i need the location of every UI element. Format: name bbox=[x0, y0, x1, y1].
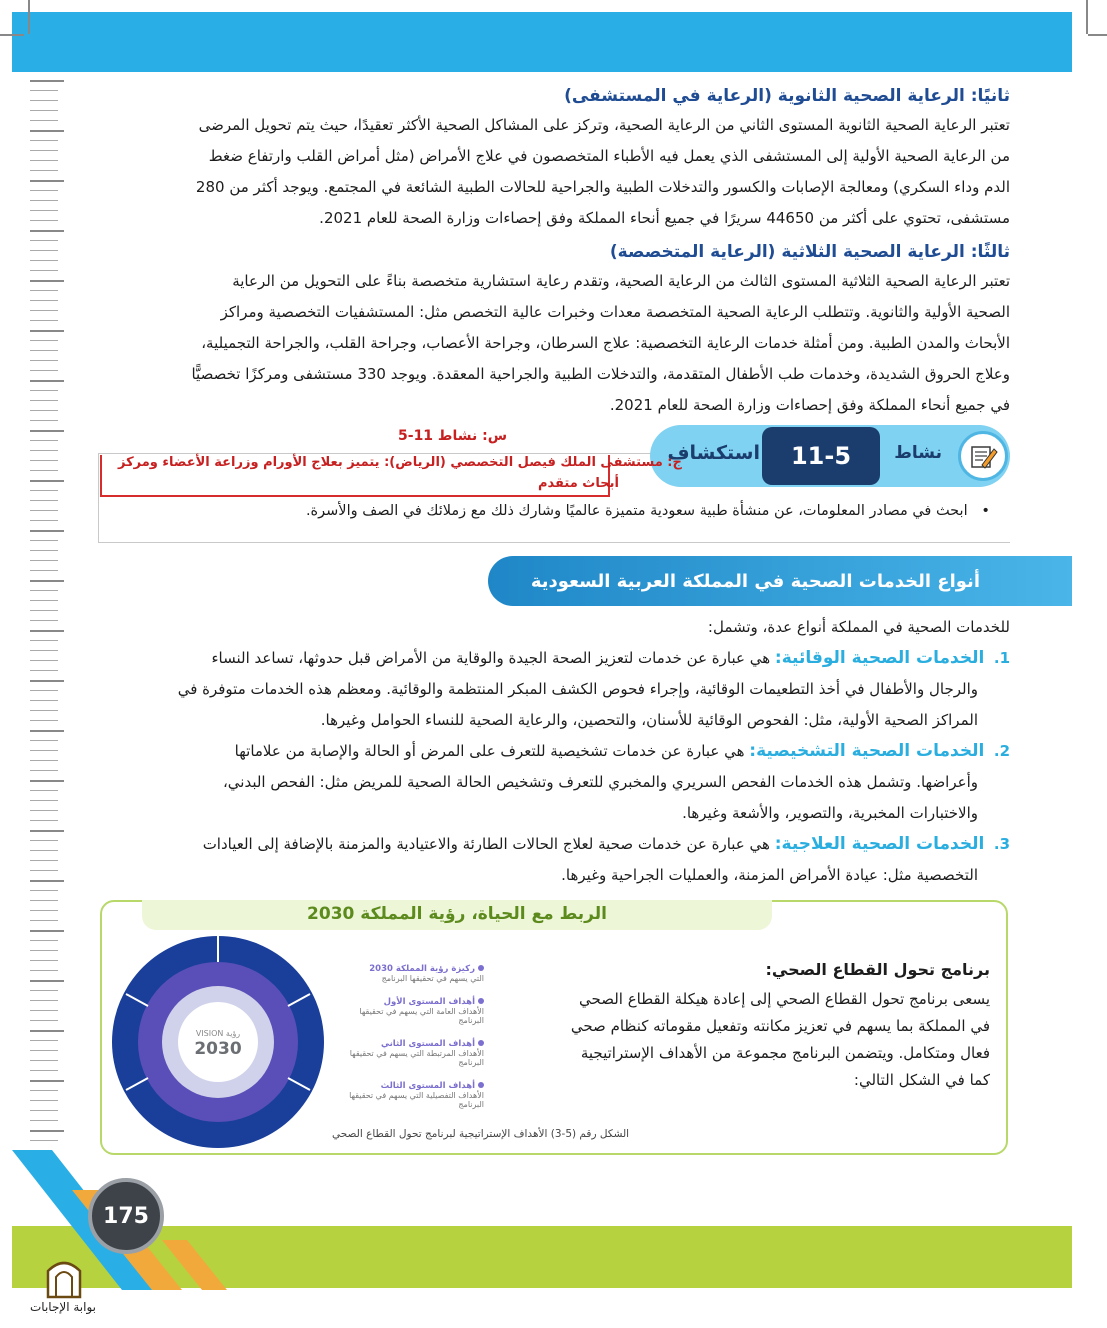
answer-text: أبحاث متقدم bbox=[538, 476, 619, 491]
ruler-tick bbox=[30, 560, 58, 561]
ruler-tick bbox=[30, 130, 64, 132]
ruler-tick bbox=[30, 570, 58, 571]
activity-header bbox=[650, 425, 1010, 487]
crop-mark bbox=[1086, 0, 1088, 34]
ruler-tick bbox=[30, 1060, 58, 1061]
ruler-tick bbox=[30, 1040, 58, 1041]
ruler-tick bbox=[30, 520, 58, 521]
ruler-tick bbox=[30, 840, 58, 841]
ruler-tick bbox=[30, 790, 58, 791]
bullet-icon: • bbox=[967, 503, 990, 519]
vision-title: الربط مع الحياة، رؤية المملكة 2030 bbox=[142, 900, 772, 930]
ruler-tick bbox=[30, 600, 58, 601]
ruler-tick bbox=[30, 1010, 58, 1011]
ruler-tick bbox=[30, 510, 58, 511]
ruler-tick bbox=[30, 360, 58, 361]
legend-item: أهداف المستوى الأول الأهداف العامة التي يسهم في تحقيقها البرنامج bbox=[359, 997, 484, 1025]
ruler-tick bbox=[30, 990, 58, 991]
ruler-tick bbox=[30, 590, 58, 591]
top-color-band bbox=[12, 12, 1072, 72]
gate-logo-icon bbox=[44, 1255, 84, 1299]
ruler-tick bbox=[30, 1020, 58, 1021]
ruler-tick bbox=[30, 1090, 58, 1091]
ruler-tick bbox=[30, 200, 58, 201]
ruler-tick bbox=[30, 630, 64, 632]
program-heading: برنامج تحول القطاع الصحي: bbox=[765, 960, 990, 979]
ruler-tick bbox=[30, 400, 58, 401]
ruler-tick bbox=[30, 470, 58, 471]
ruler-tick bbox=[30, 1120, 58, 1121]
ruler-tick bbox=[30, 230, 64, 232]
section-heading: ثانيًا: الرعاية الصحية الثانوية (الرعاية في المستشفى) bbox=[564, 86, 1010, 106]
ruler-tick bbox=[30, 540, 58, 541]
ruler-tick bbox=[30, 390, 58, 391]
vision-wheel-diagram bbox=[108, 932, 328, 1152]
ruler-tick bbox=[30, 1050, 58, 1051]
section-banner: أنواع الخدمات الصحية في المملكة العربية السعودية bbox=[488, 556, 1072, 606]
ruler-tick bbox=[30, 550, 58, 551]
ruler-tick bbox=[30, 870, 58, 871]
ruler-tick bbox=[30, 440, 58, 441]
ruler-tick bbox=[30, 380, 64, 382]
legend-item: ركيزة رؤية المملكة 2030 التي يسهم في تحقيقها البرنامج bbox=[369, 964, 484, 983]
ruler-tick bbox=[30, 480, 64, 482]
ruler-tick bbox=[30, 880, 64, 882]
ruler-tick bbox=[30, 1100, 58, 1101]
wheel-legend bbox=[334, 964, 484, 1123]
vision-2030-box bbox=[100, 900, 1008, 1155]
ruler-tick bbox=[30, 910, 58, 911]
ruler-tick bbox=[30, 660, 58, 661]
list-item: 1. الخدمات الصحية الوقائية: هي عبارة عن خدمات لتعزيز الصحة الجيدة والوقاية من الأمراض قبل حدوثها، تساعد النساء bbox=[211, 648, 1010, 668]
ruler-tick bbox=[30, 760, 58, 761]
ruler-tick bbox=[30, 940, 58, 941]
ruler-tick bbox=[30, 340, 58, 341]
section-tertiary-care bbox=[98, 238, 1010, 421]
ruler-tick bbox=[30, 920, 58, 921]
ruler-tick bbox=[30, 320, 58, 321]
ruler-tick bbox=[30, 740, 58, 741]
ruler-tick bbox=[30, 580, 64, 582]
ruler-tick bbox=[30, 860, 58, 861]
ruler-tick bbox=[30, 950, 58, 951]
ruler-tick bbox=[30, 1030, 64, 1032]
ruler-tick bbox=[30, 780, 64, 782]
list-item: 3. الخدمات الصحية العلاجية: هي عبارة عن خدمات صحية لعلاج الحالات الطارئة والاعتيادية والمزمنة بالإضافة إلى العيادات bbox=[202, 834, 1010, 854]
ruler-tick bbox=[30, 970, 58, 971]
activity-task: • ابحث في مصادر المعلومات، عن منشأة طبية سعودية متميزة عالميًا وشارك ذلك مع زملائك في الصف والأسرة. bbox=[305, 503, 990, 519]
ruler-tick bbox=[30, 750, 58, 751]
ruler-tick bbox=[30, 730, 64, 732]
ruler-tick bbox=[30, 700, 58, 701]
ruler-tick bbox=[30, 450, 58, 451]
section-paragraph: تعتبر الرعاية الصحية الثانوية المستوى الثاني من الرعاية الصحية، وتركز على المشاكل الصحية الأكثر تعقيدًا، حيث يتم تحويل المرضى من الرعاية الصحية الأولية إلى المستشفى الذي يعمل فيه الأطباء المتخصصون في علاج الأمراض (مثل أمراض القلب وارتفاع ضغط الدم وداء السكري) ومعالجة الإصابات والكسور والتدخلات الطبية والجراحية للحالات الطبية الشائعة في المجتمع. ويوجد أكثر من 280 مستشفى، تحتوي على أكثر من 44650 سريرًا في جميع أنحاء المملكة وفق إحصاءات وزارة الصحة للعام 2021. bbox=[195, 116, 1010, 227]
ruler-tick bbox=[30, 270, 58, 271]
crop-mark bbox=[28, 0, 30, 34]
ruler-tick bbox=[30, 190, 58, 191]
ruler-tick bbox=[30, 960, 58, 961]
crop-mark bbox=[1088, 34, 1107, 36]
ruler-tick bbox=[30, 290, 58, 291]
activity-box bbox=[98, 425, 1010, 543]
legend-item: أهداف المستوى الثاني الأهداف المرتبطة التي يسهم في تحقيقها البرنامج bbox=[349, 1039, 484, 1067]
section-paragraph: تعتبر الرعاية الصحية الثلاثية المستوى الثالث من الرعاية الصحية، وتقدم رعاية استشارية متخصصة بناءً على التحويل من الرعاية الصحية الأولية والثانوية. وتتطلب الرعاية الصحية المتخصصة معدات وخبرات عالية التخصص مثل: المستشفيات التخصصية ومراكز الأبحاث والمدن الطبية. ومن أمثلة خدمات الرعاية التخصصية: علاج السرطان، وجراحة الأعصاب، وجراحة القلب، والجراحة التجميلية، وعلاج الحروق الشديدة، وخدمات طب الأطفال المتقدمة، والتدخلات الطبية والجراحية المعقدة. ويوجد 330 مستشفى ومركزًا تخصصيًّا في جميع أنحاء المملكة وفق إحصاءات وزارة الصحة للعام 2021. bbox=[191, 272, 1010, 414]
wheel-center-year: 2030 bbox=[194, 1039, 242, 1059]
ruler-tick bbox=[30, 330, 64, 332]
ruler-tick bbox=[30, 410, 58, 411]
figure-caption: الشكل رقم (5-3) الأهداف الإستراتيجية لبرنامج تحول القطاع الصحي bbox=[332, 1128, 630, 1140]
ruler-tick bbox=[30, 240, 58, 241]
ruler-tick bbox=[30, 1070, 58, 1071]
ruler-tick bbox=[30, 210, 58, 211]
ruler-tick bbox=[30, 310, 58, 311]
program-text: يسعى برنامج تحول القطاع الصحي إلى إعادة هيكلة القطاع الصحي في المملكة بما يسهم في تعزيز مكانته وتفعيل مقوماته كنظام صحي فعال ومتكامل. ويتضمن البرنامج مجموعة من الأهداف الإستراتيجية كما في الشكل التالي: bbox=[570, 990, 990, 1089]
ruler-tick bbox=[30, 160, 58, 161]
list-item: 2. الخدمات الصحية التشخيصية: هي عبارة عن خدمات تشخيصية للتعرف على المرض أو الحالة والإصابة من علاماتها bbox=[234, 741, 1010, 761]
ruler-tick bbox=[30, 1130, 64, 1132]
ruler-tick bbox=[30, 1080, 64, 1082]
ruler-tick bbox=[30, 770, 58, 771]
ruler-tick bbox=[30, 1000, 58, 1001]
ruler-tick bbox=[30, 100, 58, 101]
page-number: 175 bbox=[88, 1178, 164, 1254]
ruler-tick bbox=[30, 820, 58, 821]
ruler-tick bbox=[30, 670, 58, 671]
ruler-tick bbox=[30, 1110, 58, 1111]
ruler-tick bbox=[30, 710, 58, 711]
answer-text: ج: مستشفى الملك فيصل التخصصي (الرياض): يتميز بعلاج الأورام وزراعة الأعضاء ومركز bbox=[118, 455, 682, 470]
ruler-tick bbox=[30, 890, 58, 891]
ruler-tick bbox=[30, 220, 58, 221]
ruler-tick bbox=[30, 500, 58, 501]
footer-brand: بوابة الإجابات bbox=[30, 1300, 97, 1314]
ruler-tick bbox=[30, 420, 58, 421]
ruler-tick bbox=[30, 830, 64, 832]
services-list: للخدمات الصحية في المملكة أنواع عدة، وتشمل: 1. الخدمات الصحية الوقائية: هي عبارة عن خدمات لتعزيز الصحة الجيدة والوقاية من الأمراض قبل حدوثها، تساعد النساء والرجال والأطفال في أخذ التطعيمات الوقائية، وإجراء فحوص الكشف المبكر المنتظمة والوقائية. ومعظم هذه الخدمات متوفرة في المراكز الصحية الأولية، مثل: الفحوص الوقائية للأسنان، والتحصين، والرعاية الصحية للنساء الحوامل وغيرها. 2. الخدمات الصحية التشخيصية: هي عبارة عن خدمات تشخيصية للتعرف على المرض أو الحالة والإصابة من علاماتها وأعراضها. وتشمل هذه الخدمات الفحص السريري والمخبري للتعرف وتشخيص الحالة الصحية للمريض مثل: الفحص البدني، والاختبارات المخبرية، والتصوير، والأشعة وغيرها. 3. الخدمات الصحية العلاجية: هي عبارة عن خدمات صحية لعلاج الحالات الطارئة والاعتيادية والمزمنة بالإضافة إلى العيادات التخصصية مثل: عيادة الأمراض المزمنة، والعمليات الجراحية وغيرها. bbox=[98, 612, 1010, 891]
services-intro: للخدمات الصحية في المملكة أنواع عدة، وتشمل: bbox=[707, 618, 1010, 636]
activity-number: 11-5 bbox=[762, 427, 880, 485]
ruler-tick bbox=[30, 260, 58, 261]
ruler-tick bbox=[30, 460, 58, 461]
ruler-tick bbox=[30, 150, 58, 151]
ruler-tick bbox=[30, 530, 64, 532]
pencil-note-icon bbox=[958, 431, 1008, 481]
ruler-tick bbox=[30, 800, 58, 801]
ruler-tick bbox=[30, 110, 58, 111]
ruler-tick bbox=[30, 640, 58, 641]
wheel-center-label: VISION رؤية bbox=[195, 1029, 241, 1038]
ruler-tick bbox=[30, 900, 58, 901]
section-heading: ثالثًا: الرعاية الصحية الثلاثية (الرعاية المتخصصة) bbox=[609, 242, 1010, 262]
ruler-tick bbox=[30, 720, 58, 721]
ruler-tick bbox=[30, 170, 58, 171]
activity-label: نشاط bbox=[894, 443, 942, 463]
crop-mark bbox=[0, 34, 24, 36]
ruler-tick bbox=[30, 280, 64, 282]
ruler-tick bbox=[30, 80, 64, 82]
ruler-tick bbox=[30, 90, 58, 91]
ruler-tick bbox=[30, 120, 58, 121]
activity-type: استكشاف bbox=[667, 442, 760, 464]
ruler-tick bbox=[30, 430, 64, 432]
ruler-tick bbox=[30, 620, 58, 621]
ruler-tick bbox=[30, 350, 58, 351]
ruler-tick bbox=[30, 490, 58, 491]
ruler-tick bbox=[30, 140, 58, 141]
ruler-tick bbox=[30, 810, 58, 811]
ruler-tick bbox=[30, 980, 64, 982]
section-secondary-care bbox=[98, 82, 1010, 234]
ruler-tick bbox=[30, 690, 58, 691]
ruler-tick bbox=[30, 610, 58, 611]
legend-item: أهداف المستوى الثالث الأهداف التفصيلية التي يسهم في تحقيقها البرنامج bbox=[349, 1081, 484, 1109]
ruler-tick bbox=[30, 370, 58, 371]
ruler-tick bbox=[30, 180, 64, 182]
ruler-tick bbox=[30, 930, 64, 932]
side-ruler bbox=[30, 80, 96, 1150]
answer-question: س: نشاط 11-5 bbox=[398, 428, 508, 444]
ruler-tick bbox=[30, 650, 58, 651]
ruler-tick bbox=[30, 850, 58, 851]
ruler-tick bbox=[30, 680, 64, 682]
ruler-tick bbox=[30, 250, 58, 251]
ruler-tick bbox=[30, 1140, 58, 1141]
ruler-tick bbox=[30, 300, 58, 301]
